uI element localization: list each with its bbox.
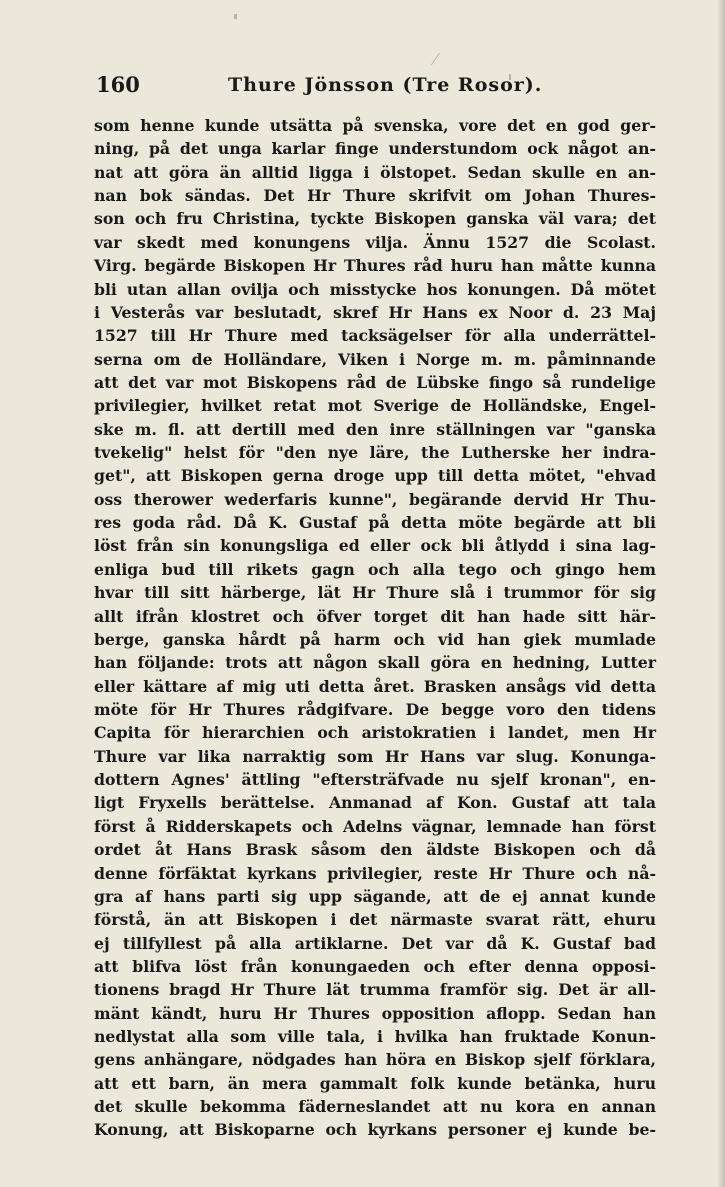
text-line: res goda råd. Då K. Gustaf på detta möte begärde att bli xyxy=(94,513,656,533)
text-line: ordet åt Hans Brask såsom den äldste Biskopen och då xyxy=(94,840,656,860)
text-line: Thure var lika narraktig som Hr Hans var slug. Konunga- xyxy=(94,746,656,766)
text-line: enliga bud till rikets gagn och alla tego och gingo hem xyxy=(94,559,656,579)
text-line: var skedt med konungens vilja. Ännu 1527 die Scolast. xyxy=(94,232,656,252)
text-line: dottern Agnes' ättling "eftersträfvade nu sjelf kronan", en- xyxy=(94,770,656,790)
text-line: i Vesterås var beslutadt, skref Hr Hans ex Noor d. 23 Maj xyxy=(94,302,656,322)
text-line: löst från sin konungsliga ed eller ock bli åtlydd i sina lag- xyxy=(94,536,656,556)
text-line: serna om de Holländare, Viken i Norge m. m. påminnande xyxy=(94,349,656,369)
page-number: 160 xyxy=(96,72,140,97)
paper-speck xyxy=(234,14,237,19)
text-line: gra af hans parti sig upp sägande, att de ej annat kunde xyxy=(94,886,656,906)
text-line: Capita för hierarchien och aristokratien i landet, men Hr xyxy=(94,723,656,743)
text-line: gens anhängare, nödgades han höra en Biskop sjelf förklara, xyxy=(94,1050,656,1070)
page-header xyxy=(96,70,658,100)
text-line: Virg. begärde Biskopen Hr Thures råd huru han måtte kunna xyxy=(94,256,656,276)
text-line: berge, ganska hårdt på harm och vid han giek mumlade xyxy=(94,629,656,649)
paper-speck xyxy=(431,53,440,65)
text-line: ning, på det unga karlar finge understundom ock något an- xyxy=(94,139,656,159)
page-edge-shadow xyxy=(717,0,725,1187)
running-head: Thure Jönsson (Tre Rosor). xyxy=(228,74,543,96)
text-line: att ett barn, än mera gammalt folk kunde betänka, huru xyxy=(94,1073,656,1093)
text-line: get", att Biskopen gerna droge upp till detta mötet, "ehvad xyxy=(94,466,656,486)
text-line: son och fru Christina, tyckte Biskopen ganska väl vara; det xyxy=(94,209,656,229)
text-line: som henne kunde utsätta på svenska, vore det en god ger- xyxy=(94,116,656,135)
text-line: nedlystat alla som ville tala, i hvilka han fruktade Konun- xyxy=(94,1027,656,1047)
text-line: privilegier, hvilket retat mot Sverige de Holländske, Engel- xyxy=(94,396,656,416)
text-line: tionens bragd Hr Thure lät trumma framför sig. Det är all- xyxy=(94,980,656,1000)
text-line: möte för Hr Thures rådgifvare. De begge voro den tidens xyxy=(94,699,656,719)
text-line: det skulle bekomma fäderneslandet att nu kora en annan xyxy=(94,1097,656,1117)
text-line: ej tillfyllest på alla artiklarne. Det var då K. Gustaf bad xyxy=(94,933,656,953)
text-line: allt ifrån klostret och öfver torget dit han hade sitt här- xyxy=(94,606,656,626)
text-line: hvar till sitt härberge, lät Hr Thure slå i trummor för sig xyxy=(94,583,656,603)
text-line: Konung, att Biskoparne och kyrkans personer ej kunde be- xyxy=(94,1120,656,1140)
text-line: 1527 till Hr Thure med tacksägelser för alla underrättel- xyxy=(94,326,656,346)
text-line: förstå, än att Biskopen i det närmaste svarat rätt, ehuru xyxy=(94,910,656,930)
body-text xyxy=(94,114,656,1142)
text-line: ligt Fryxells berättelse. Anmanad af Kon. Gustaf att tala xyxy=(94,793,656,813)
text-line: ske m. fl. att dertill med den inre ställningen var "ganska xyxy=(94,419,656,439)
text-line: eller kättare af mig uti detta året. Brasken ansågs vid detta xyxy=(94,676,656,696)
text-line: först å Ridderskapets och Adelns vägnar, lemnade han först xyxy=(94,816,656,836)
text-line: nat att göra än alltid ligga i ölstopet. Sedan skulle en an- xyxy=(94,162,656,182)
text-line: att blifva löst från konungaeden och efter denna opposi- xyxy=(94,956,656,976)
text-line: han följande: trots att någon skall göra en hedning, Lutter xyxy=(94,653,656,673)
text-line: nan bok sändas. Det Hr Thure skrifvit om Johan Thures- xyxy=(94,186,656,206)
text-line: oss therower wederfaris kunne", begärande dervid Hr Thu- xyxy=(94,489,656,509)
text-line: att det var mot Biskopens råd de Lübske fingo så rundelige xyxy=(94,372,656,392)
text-line: denne förfäktat kyrkans privilegier, reste Hr Thure och nå- xyxy=(94,863,656,883)
text-line: bli utan allan ovilja och misstycke hos konungen. Då mötet xyxy=(94,279,656,299)
text-line: tvekelig" helst för "den nye läre, the Lutherske her indra- xyxy=(94,443,656,463)
text-line: mänt kändt, huru Hr Thures opposition aflopp. Sedan han xyxy=(94,1003,656,1023)
